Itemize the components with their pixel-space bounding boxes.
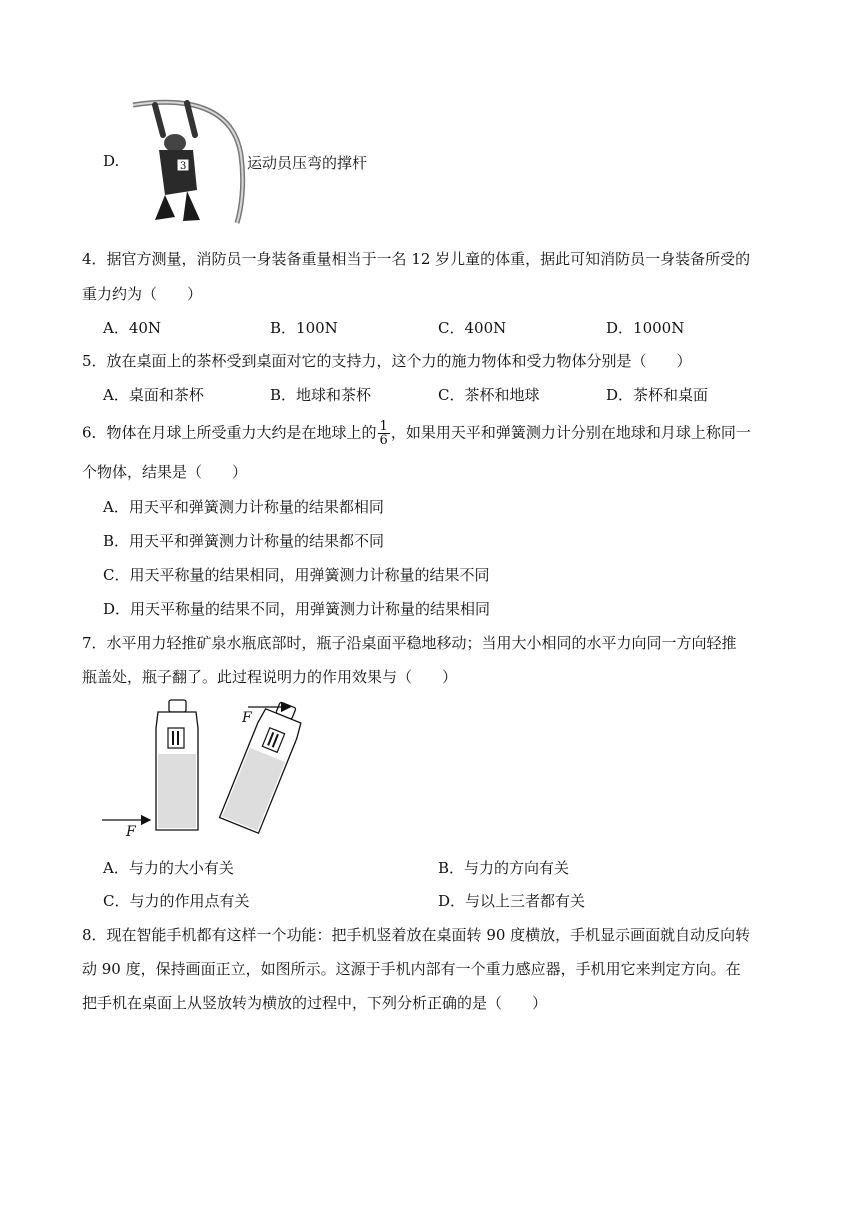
q7-option-d: D．与以上三者都有关 [438, 892, 586, 910]
q5-stem-line1: 5．放在桌面上的茶杯受到桌面对它的支持力，这个力的施力物体和受力物体分别是（ ） [82, 352, 692, 370]
pole-vault-athlete-image [125, 95, 250, 227]
q8-stem-line1: 8．现在智能手机都有这样一个功能：把手机竖着放在桌面转 90 度横放，手机显示画面就自动反向转 [82, 926, 751, 944]
q6-stem-post: ，如果用天平和弹簧测力计分别在地球和月球上称同一 [390, 423, 751, 442]
q7-option-c: C．与力的作用点有关 [103, 892, 250, 910]
q6-option-c: C．用天平称量的结果相同，用弹簧测力计称量的结果不同 [103, 566, 490, 584]
q4-stem-line2: 重力约为（ ） [82, 285, 203, 303]
fraction-denominator: 6 [379, 433, 388, 448]
q5-option-b: B．地球和茶杯 [270, 386, 372, 404]
q4-option-b: B．100N [270, 319, 338, 337]
water-bottle-push-figure [98, 698, 308, 840]
q5-option-c: C．茶杯和地球 [438, 386, 540, 404]
q8-stem-line2: 动 90 度，保持画面正立，如图所示。这源于手机内部有一个重力感应器，手机用它来判定方向。在 [82, 960, 741, 978]
q7-option-a: A．与力的大小有关 [103, 859, 234, 877]
force-label-top: F [242, 710, 252, 726]
q4-option-a: A．40N [103, 319, 162, 337]
q7-stem-line1: 7．水平用力轻推矿泉水瓶底部时，瓶子沿桌面平稳地移动；当用大小相同的水平力向同一方向轻推 [82, 634, 737, 652]
fraction-numerator: 1 [379, 419, 388, 434]
force-label-bottom: F [126, 824, 136, 840]
q5-option-a: A．桌面和茶杯 [103, 386, 204, 404]
q4-stem-line1: 4．据官方测量，消防员一身装备重量相当于一名 12 岁儿童的体重，据此可知消防员一身装备所受的 [82, 250, 751, 268]
q6-stem-line2: 个物体，结果是（ ） [82, 463, 248, 481]
q6-option-a: A．用天平和弹簧测力计称量的结果都相同 [103, 498, 384, 516]
athlete-bib-number: 3 [180, 161, 187, 172]
q6-stem-line1 [82, 420, 751, 447]
q8-stem-line3: 把手机在桌面上从竖放转为横放的过程中，下列分析正确的是（ ） [82, 994, 548, 1012]
upright-bottle [156, 700, 198, 830]
q4-option-d: D．1000N [606, 319, 685, 337]
q3-option-d-label: D. [103, 152, 120, 170]
q5-option-d: D．茶杯和桌面 [606, 386, 709, 404]
tilted-bottle [220, 698, 308, 833]
one-sixth-fraction [378, 420, 390, 447]
q6-stem-pre: 6．物体在月球上所受重力大约是在地球上的 [82, 423, 377, 442]
q6-option-b: B．用天平和弹簧测力计称量的结果都不同 [103, 532, 385, 550]
q6-option-d: D．用天平称量的结果不同，用弹簧测力计称量的结果相同 [103, 600, 491, 618]
q7-stem-line2: 瓶盖处，瓶子翻了。此过程说明力的作用效果与（ ） [82, 668, 458, 686]
q7-option-b: B．与力的方向有关 [438, 859, 570, 877]
q3-option-d-caption: 运动员压弯的撑杆 [247, 154, 368, 172]
q4-option-c: C．400N [438, 319, 507, 337]
